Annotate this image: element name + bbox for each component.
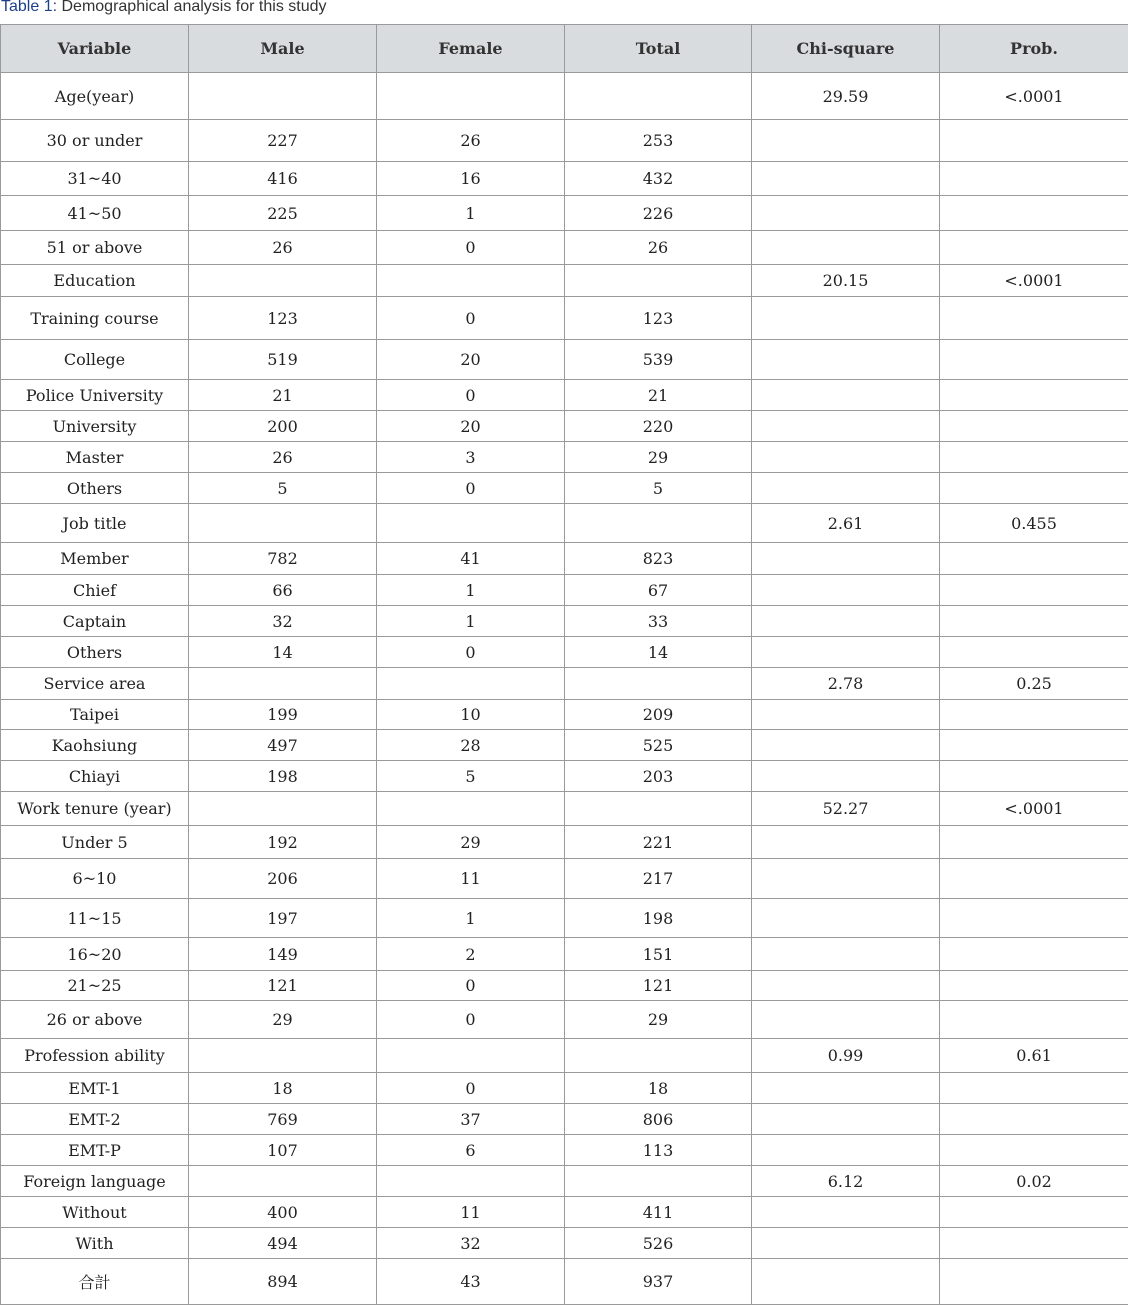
cell-chi-square bbox=[752, 1104, 940, 1135]
cell-variable: EMT-2 bbox=[1, 1104, 189, 1135]
cell-prob: <.0001 bbox=[940, 792, 1128, 826]
cell-chi-square: 29.59 bbox=[752, 73, 940, 120]
table-row bbox=[1, 730, 1128, 761]
cell-variable: 21~25 bbox=[1, 971, 189, 1001]
table-row bbox=[1, 340, 1128, 380]
table-row bbox=[1, 297, 1128, 340]
cell-total bbox=[565, 1166, 752, 1197]
cell-prob bbox=[940, 120, 1128, 162]
cell-prob bbox=[940, 938, 1128, 971]
header-total: Total bbox=[565, 25, 752, 73]
table-row bbox=[1, 1001, 1128, 1039]
cell-female: 2 bbox=[377, 938, 565, 971]
cell-female: 43 bbox=[377, 1259, 565, 1305]
header-female: Female bbox=[377, 25, 565, 73]
cell-male: 197 bbox=[189, 899, 377, 938]
cell-variable: Service area bbox=[1, 668, 189, 700]
cell-total: 67 bbox=[565, 575, 752, 606]
cell-total: 29 bbox=[565, 1001, 752, 1039]
table-row bbox=[1, 1197, 1128, 1228]
cell-male: 32 bbox=[189, 606, 377, 637]
cell-variable: Taipei bbox=[1, 700, 189, 730]
cell-prob bbox=[940, 730, 1128, 761]
cell-female: 29 bbox=[377, 826, 565, 859]
cell-chi-square bbox=[752, 1197, 940, 1228]
cell-variable: Training course bbox=[1, 297, 189, 340]
cell-chi-square bbox=[752, 859, 940, 899]
cell-male: 400 bbox=[189, 1197, 377, 1228]
cell-total: 121 bbox=[565, 971, 752, 1001]
cell-total: 29 bbox=[565, 442, 752, 473]
cell-male: 225 bbox=[189, 196, 377, 231]
table-row bbox=[1, 473, 1128, 504]
table-row bbox=[1, 1166, 1128, 1197]
cell-prob: 0.61 bbox=[940, 1039, 1128, 1073]
cell-variable: 30 or under bbox=[1, 120, 189, 162]
table-body bbox=[1, 73, 1128, 1305]
cell-variable: 41~50 bbox=[1, 196, 189, 231]
table-row bbox=[1, 700, 1128, 730]
cell-chi-square bbox=[752, 442, 940, 473]
cell-chi-square bbox=[752, 971, 940, 1001]
cell-chi-square: 20.15 bbox=[752, 265, 940, 297]
cell-chi-square bbox=[752, 1001, 940, 1039]
table-row bbox=[1, 826, 1128, 859]
table-row bbox=[1, 380, 1128, 411]
cell-chi-square bbox=[752, 340, 940, 380]
cell-prob bbox=[940, 575, 1128, 606]
cell-female: 0 bbox=[377, 231, 565, 265]
cell-male bbox=[189, 1166, 377, 1197]
cell-chi-square: 52.27 bbox=[752, 792, 940, 826]
cell-chi-square bbox=[752, 700, 940, 730]
cell-female bbox=[377, 265, 565, 297]
cell-female: 0 bbox=[377, 380, 565, 411]
cell-chi-square bbox=[752, 297, 940, 340]
table-row bbox=[1, 575, 1128, 606]
cell-total: 526 bbox=[565, 1228, 752, 1259]
cell-prob bbox=[940, 637, 1128, 668]
cell-male bbox=[189, 1039, 377, 1073]
table-row bbox=[1, 1039, 1128, 1073]
table-row bbox=[1, 1259, 1128, 1305]
cell-variable: Education bbox=[1, 265, 189, 297]
cell-variable: Age(year) bbox=[1, 73, 189, 120]
cell-chi-square bbox=[752, 730, 940, 761]
cell-prob bbox=[940, 1073, 1128, 1104]
cell-total: 411 bbox=[565, 1197, 752, 1228]
cell-male: 18 bbox=[189, 1073, 377, 1104]
cell-female: 1 bbox=[377, 606, 565, 637]
cell-chi-square bbox=[752, 1228, 940, 1259]
cell-male: 26 bbox=[189, 231, 377, 265]
cell-variable: Job title bbox=[1, 504, 189, 543]
cell-prob: <.0001 bbox=[940, 73, 1128, 120]
cell-female: 0 bbox=[377, 637, 565, 668]
cell-variable: Police University bbox=[1, 380, 189, 411]
cell-prob bbox=[940, 162, 1128, 196]
table-row bbox=[1, 196, 1128, 231]
cell-chi-square bbox=[752, 231, 940, 265]
cell-chi-square bbox=[752, 606, 940, 637]
cell-female: 0 bbox=[377, 297, 565, 340]
cell-prob bbox=[940, 1228, 1128, 1259]
cell-male: 494 bbox=[189, 1228, 377, 1259]
cell-prob bbox=[940, 1001, 1128, 1039]
table-row bbox=[1, 859, 1128, 899]
cell-chi-square bbox=[752, 380, 940, 411]
cell-chi-square bbox=[752, 543, 940, 575]
cell-variable: 合計 bbox=[1, 1259, 189, 1305]
cell-variable: 26 or above bbox=[1, 1001, 189, 1039]
cell-total: 26 bbox=[565, 231, 752, 265]
cell-female: 28 bbox=[377, 730, 565, 761]
cell-prob bbox=[940, 473, 1128, 504]
cell-variable: 6~10 bbox=[1, 859, 189, 899]
cell-variable: 11~15 bbox=[1, 899, 189, 938]
table-row bbox=[1, 761, 1128, 792]
demographics-table bbox=[0, 24, 1128, 1305]
cell-variable: Profession ability bbox=[1, 1039, 189, 1073]
cell-variable: Chiayi bbox=[1, 761, 189, 792]
table-row bbox=[1, 938, 1128, 971]
cell-female: 32 bbox=[377, 1228, 565, 1259]
cell-male: 519 bbox=[189, 340, 377, 380]
cell-variable: Work tenure (year) bbox=[1, 792, 189, 826]
cell-female: 3 bbox=[377, 442, 565, 473]
cell-female: 26 bbox=[377, 120, 565, 162]
cell-chi-square: 6.12 bbox=[752, 1166, 940, 1197]
cell-total: 33 bbox=[565, 606, 752, 637]
cell-prob bbox=[940, 1104, 1128, 1135]
cell-male: 26 bbox=[189, 442, 377, 473]
cell-total: 113 bbox=[565, 1135, 752, 1166]
header-male: Male bbox=[189, 25, 377, 73]
cell-male: 5 bbox=[189, 473, 377, 504]
cell-chi-square bbox=[752, 120, 940, 162]
cell-male: 894 bbox=[189, 1259, 377, 1305]
cell-variable: University bbox=[1, 411, 189, 442]
cell-chi-square bbox=[752, 637, 940, 668]
cell-variable: Kaohsiung bbox=[1, 730, 189, 761]
table-row bbox=[1, 265, 1128, 297]
cell-female: 1 bbox=[377, 899, 565, 938]
cell-male: 416 bbox=[189, 162, 377, 196]
cell-variable: 51 or above bbox=[1, 231, 189, 265]
cell-female bbox=[377, 1039, 565, 1073]
cell-variable: Member bbox=[1, 543, 189, 575]
table-row bbox=[1, 792, 1128, 826]
cell-total: 432 bbox=[565, 162, 752, 196]
table-row bbox=[1, 899, 1128, 938]
cell-chi-square bbox=[752, 899, 940, 938]
cell-female: 6 bbox=[377, 1135, 565, 1166]
cell-total: 226 bbox=[565, 196, 752, 231]
cell-chi-square bbox=[752, 938, 940, 971]
cell-prob: 0.02 bbox=[940, 1166, 1128, 1197]
cell-total: 806 bbox=[565, 1104, 752, 1135]
cell-total: 18 bbox=[565, 1073, 752, 1104]
cell-male bbox=[189, 73, 377, 120]
cell-prob bbox=[940, 442, 1128, 473]
table-row bbox=[1, 1073, 1128, 1104]
cell-female: 0 bbox=[377, 1073, 565, 1104]
cell-total: 14 bbox=[565, 637, 752, 668]
cell-variable: EMT-P bbox=[1, 1135, 189, 1166]
cell-total: 217 bbox=[565, 859, 752, 899]
cell-male: 66 bbox=[189, 575, 377, 606]
cell-total bbox=[565, 265, 752, 297]
cell-chi-square bbox=[752, 575, 940, 606]
cell-female bbox=[377, 668, 565, 700]
cell-prob bbox=[940, 826, 1128, 859]
cell-prob bbox=[940, 1135, 1128, 1166]
cell-male bbox=[189, 792, 377, 826]
cell-chi-square bbox=[752, 1135, 940, 1166]
cell-female: 5 bbox=[377, 761, 565, 792]
table-row bbox=[1, 971, 1128, 1001]
cell-prob bbox=[940, 700, 1128, 730]
cell-variable: College bbox=[1, 340, 189, 380]
cell-male: 14 bbox=[189, 637, 377, 668]
cell-prob bbox=[940, 606, 1128, 637]
cell-variable: Others bbox=[1, 473, 189, 504]
cell-female: 41 bbox=[377, 543, 565, 575]
cell-prob bbox=[940, 196, 1128, 231]
cell-prob: 0.25 bbox=[940, 668, 1128, 700]
cell-chi-square bbox=[752, 1073, 940, 1104]
cell-female: 0 bbox=[377, 1001, 565, 1039]
cell-prob bbox=[940, 971, 1128, 1001]
cell-female bbox=[377, 1166, 565, 1197]
cell-variable: 16~20 bbox=[1, 938, 189, 971]
cell-total bbox=[565, 792, 752, 826]
cell-female: 1 bbox=[377, 196, 565, 231]
cell-male bbox=[189, 668, 377, 700]
cell-variable: Master bbox=[1, 442, 189, 473]
cell-variable: EMT-1 bbox=[1, 1073, 189, 1104]
cell-total: 937 bbox=[565, 1259, 752, 1305]
cell-male: 192 bbox=[189, 826, 377, 859]
cell-chi-square bbox=[752, 761, 940, 792]
cell-total bbox=[565, 73, 752, 120]
header-chi-square: Chi-square bbox=[752, 25, 940, 73]
cell-female: 20 bbox=[377, 411, 565, 442]
cell-chi-square: 2.78 bbox=[752, 668, 940, 700]
caption-text: Demographical analysis for this study bbox=[57, 0, 327, 15]
cell-female bbox=[377, 504, 565, 543]
cell-female: 11 bbox=[377, 1197, 565, 1228]
caption-label: Table 1: bbox=[1, 0, 58, 15]
cell-total: 203 bbox=[565, 761, 752, 792]
header-row bbox=[1, 25, 1128, 73]
cell-variable: Foreign language bbox=[1, 1166, 189, 1197]
cell-chi-square bbox=[752, 162, 940, 196]
cell-total: 221 bbox=[565, 826, 752, 859]
cell-variable: Chief bbox=[1, 575, 189, 606]
cell-male: 206 bbox=[189, 859, 377, 899]
cell-male: 782 bbox=[189, 543, 377, 575]
cell-prob bbox=[940, 899, 1128, 938]
cell-female: 1 bbox=[377, 575, 565, 606]
table-row bbox=[1, 1228, 1128, 1259]
cell-female: 20 bbox=[377, 340, 565, 380]
cell-male: 107 bbox=[189, 1135, 377, 1166]
cell-male: 199 bbox=[189, 700, 377, 730]
table-row bbox=[1, 411, 1128, 442]
cell-total: 198 bbox=[565, 899, 752, 938]
table-row bbox=[1, 637, 1128, 668]
cell-total: 253 bbox=[565, 120, 752, 162]
cell-prob bbox=[940, 543, 1128, 575]
cell-male: 227 bbox=[189, 120, 377, 162]
cell-female: 0 bbox=[377, 971, 565, 1001]
table-row bbox=[1, 73, 1128, 120]
cell-female: 10 bbox=[377, 700, 565, 730]
cell-chi-square bbox=[752, 473, 940, 504]
table-caption bbox=[1, 0, 327, 17]
cell-variable: 31~40 bbox=[1, 162, 189, 196]
cell-male: 21 bbox=[189, 380, 377, 411]
cell-chi-square: 0.99 bbox=[752, 1039, 940, 1073]
cell-male: 769 bbox=[189, 1104, 377, 1135]
cell-male: 200 bbox=[189, 411, 377, 442]
cell-total: 21 bbox=[565, 380, 752, 411]
cell-chi-square bbox=[752, 411, 940, 442]
cell-prob: 0.455 bbox=[940, 504, 1128, 543]
cell-prob: <.0001 bbox=[940, 265, 1128, 297]
cell-prob bbox=[940, 340, 1128, 380]
cell-prob bbox=[940, 380, 1128, 411]
cell-variable: With bbox=[1, 1228, 189, 1259]
header-prob: Prob. bbox=[940, 25, 1128, 73]
cell-prob bbox=[940, 1197, 1128, 1228]
cell-total bbox=[565, 504, 752, 543]
cell-prob bbox=[940, 411, 1128, 442]
cell-male: 121 bbox=[189, 971, 377, 1001]
cell-male: 123 bbox=[189, 297, 377, 340]
cell-prob bbox=[940, 1259, 1128, 1305]
cell-female: 11 bbox=[377, 859, 565, 899]
cell-female: 37 bbox=[377, 1104, 565, 1135]
table-row bbox=[1, 162, 1128, 196]
table-row bbox=[1, 504, 1128, 543]
cell-male: 149 bbox=[189, 938, 377, 971]
cell-male: 29 bbox=[189, 1001, 377, 1039]
header-variable: Variable bbox=[1, 25, 189, 73]
cell-variable: Without bbox=[1, 1197, 189, 1228]
cell-total bbox=[565, 1039, 752, 1073]
cell-prob bbox=[940, 761, 1128, 792]
cell-total: 823 bbox=[565, 543, 752, 575]
table-row bbox=[1, 442, 1128, 473]
table-row bbox=[1, 120, 1128, 162]
cell-total: 525 bbox=[565, 730, 752, 761]
cell-variable: Others bbox=[1, 637, 189, 668]
cell-male bbox=[189, 265, 377, 297]
table-row bbox=[1, 668, 1128, 700]
cell-total: 5 bbox=[565, 473, 752, 504]
cell-male: 198 bbox=[189, 761, 377, 792]
cell-total: 151 bbox=[565, 938, 752, 971]
cell-female bbox=[377, 73, 565, 120]
table-row bbox=[1, 543, 1128, 575]
table-row bbox=[1, 606, 1128, 637]
cell-chi-square bbox=[752, 826, 940, 859]
table-row bbox=[1, 231, 1128, 265]
cell-male bbox=[189, 504, 377, 543]
cell-total: 209 bbox=[565, 700, 752, 730]
cell-female: 16 bbox=[377, 162, 565, 196]
cell-prob bbox=[940, 859, 1128, 899]
cell-prob bbox=[940, 231, 1128, 265]
cell-total: 123 bbox=[565, 297, 752, 340]
table-row bbox=[1, 1135, 1128, 1166]
cell-total bbox=[565, 668, 752, 700]
cell-female: 0 bbox=[377, 473, 565, 504]
cell-female bbox=[377, 792, 565, 826]
cell-chi-square bbox=[752, 196, 940, 231]
table-row bbox=[1, 1104, 1128, 1135]
cell-total: 539 bbox=[565, 340, 752, 380]
cell-chi-square bbox=[752, 1259, 940, 1305]
cell-variable: Under 5 bbox=[1, 826, 189, 859]
cell-male: 497 bbox=[189, 730, 377, 761]
cell-variable: Captain bbox=[1, 606, 189, 637]
cell-total: 220 bbox=[565, 411, 752, 442]
cell-chi-square: 2.61 bbox=[752, 504, 940, 543]
cell-prob bbox=[940, 297, 1128, 340]
